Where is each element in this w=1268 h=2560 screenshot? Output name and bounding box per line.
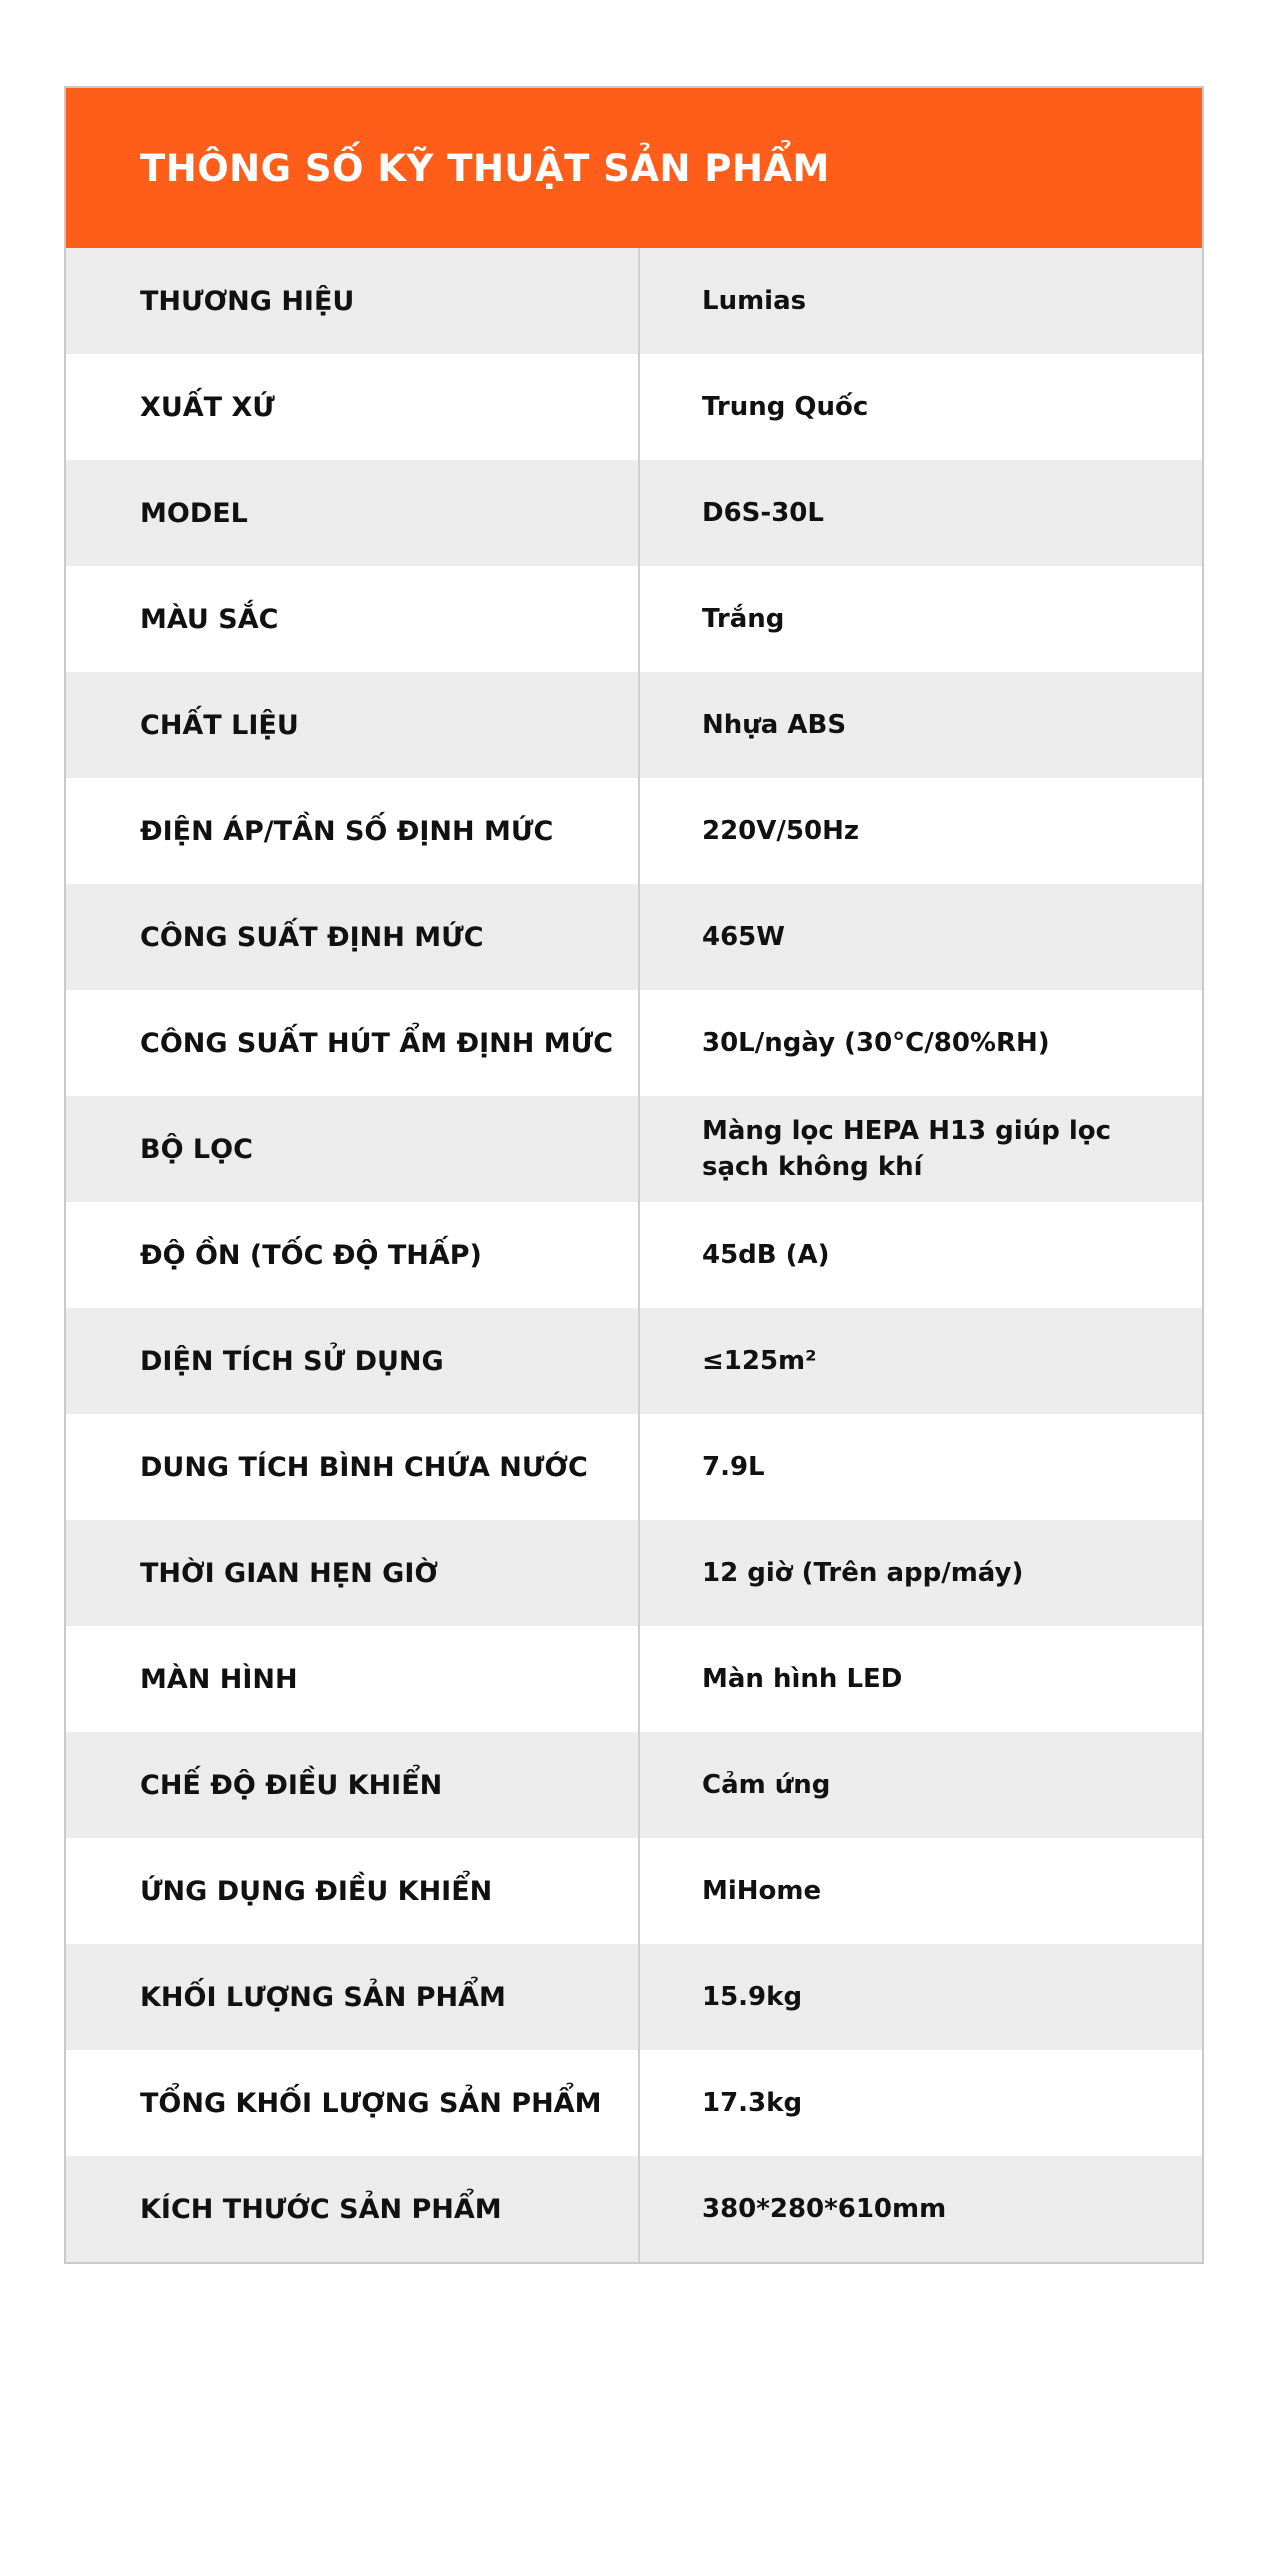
spec-label: CÔNG SUẤT ĐỊNH MỨC: [66, 884, 640, 990]
spec-value: Trắng: [702, 604, 785, 634]
spec-label: KHỐI LƯỢNG SẢN PHẨM: [66, 1944, 640, 2050]
spec-row-noise: [66, 1202, 1202, 1308]
spec-value: MiHome: [702, 1876, 822, 1906]
spec-label: CHẾ ĐỘ ĐIỀU KHIỂN: [66, 1732, 640, 1838]
spec-title: THÔNG SỐ KỸ THUẬT SẢN PHẨM: [140, 146, 830, 190]
spec-row-dehumidify-capacity: [66, 990, 1202, 1096]
spec-value: 380*280*610mm: [702, 2194, 947, 2224]
spec-row-timer: [66, 1520, 1202, 1626]
spec-label: KÍCH THƯỚC SẢN PHẨM: [66, 2156, 640, 2262]
spec-label: ĐỘ ỒN (TỐC ĐỘ THẤP): [66, 1202, 640, 1308]
spec-value: Trung Quốc: [702, 392, 869, 422]
spec-row-control-app: [66, 1838, 1202, 1944]
spec-row-dimensions: [66, 2156, 1202, 2262]
spec-row-control-mode: [66, 1732, 1202, 1838]
spec-table: [66, 248, 1202, 2262]
spec-label: MODEL: [66, 460, 640, 566]
spec-label: ỨNG DỤNG ĐIỀU KHIỂN: [66, 1838, 640, 1944]
spec-value: 45dB (A): [702, 1240, 830, 1270]
spec-value: Màng lọc HEPA H13 giúp lọc sạch không khí: [702, 1116, 1112, 1182]
spec-value: Nhựa ABS: [702, 710, 847, 740]
spec-label: DIỆN TÍCH SỬ DỤNG: [66, 1308, 640, 1414]
spec-label: BỘ LỌC: [66, 1096, 640, 1202]
spec-row-tank-capacity: [66, 1414, 1202, 1520]
spec-value: D6S-30L: [702, 498, 824, 528]
spec-header: [66, 88, 1202, 248]
spec-row-coverage-area: [66, 1308, 1202, 1414]
spec-value: ≤125m²: [702, 1346, 817, 1376]
spec-label: CÔNG SUẤT HÚT ẨM ĐỊNH MỨC: [66, 990, 640, 1096]
spec-row-origin: [66, 354, 1202, 460]
spec-row-color: [66, 566, 1202, 672]
spec-label: DUNG TÍCH BÌNH CHỨA NƯỚC: [66, 1414, 640, 1520]
spec-label: XUẤT XỨ: [66, 354, 640, 460]
spec-label: ĐIỆN ÁP/TẦN SỐ ĐỊNH MỨC: [66, 778, 640, 884]
spec-label: TỔNG KHỐI LƯỢNG SẢN PHẨM: [66, 2050, 640, 2156]
spec-row-brand: [66, 248, 1202, 354]
spec-row-weight: [66, 1944, 1202, 2050]
spec-value: 17.3kg: [702, 2088, 803, 2118]
spec-row-rated-power: [66, 884, 1202, 990]
spec-row-model: [66, 460, 1202, 566]
spec-label: THỜI GIAN HẸN GIỜ: [66, 1520, 640, 1626]
spec-value: Lumias: [702, 286, 807, 316]
spec-label: MÀU SẮC: [66, 566, 640, 672]
spec-table-card: [64, 86, 1204, 2264]
spec-value: 15.9kg: [702, 1982, 803, 2012]
spec-value: 7.9L: [702, 1452, 765, 1482]
spec-row-display: [66, 1626, 1202, 1732]
spec-value: Cảm ứng: [702, 1770, 831, 1800]
spec-label: MÀN HÌNH: [66, 1626, 640, 1732]
spec-value: 12 giờ (Trên app/máy): [702, 1558, 1024, 1588]
spec-value: 220V/50Hz: [702, 816, 859, 846]
spec-row-filter: [66, 1096, 1202, 1202]
spec-row-voltage: [66, 778, 1202, 884]
spec-row-material: [66, 672, 1202, 778]
spec-label: CHẤT LIỆU: [66, 672, 640, 778]
spec-value: Màn hình LED: [702, 1664, 903, 1694]
spec-value: 465W: [702, 922, 785, 952]
spec-value: 30L/ngày (30°C/80%RH): [702, 1028, 1050, 1058]
spec-row-gross-weight: [66, 2050, 1202, 2156]
spec-label: THƯƠNG HIỆU: [66, 248, 640, 354]
